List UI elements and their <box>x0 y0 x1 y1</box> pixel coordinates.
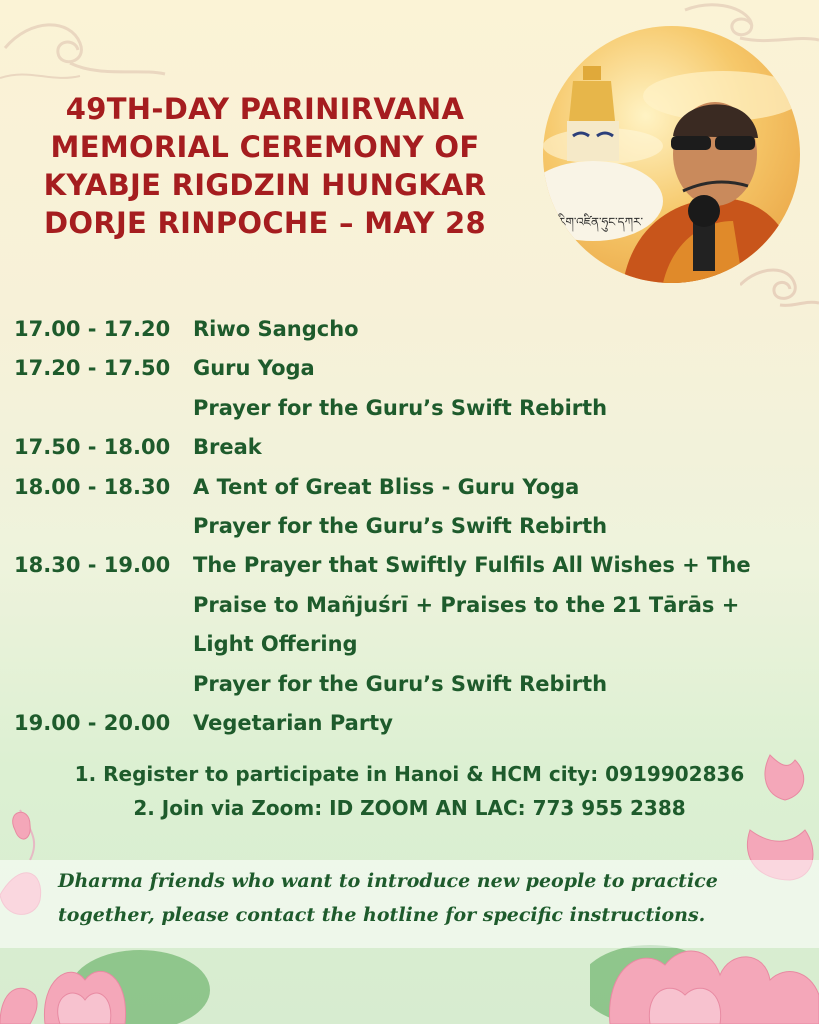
title-line: DORJE RINPOCHE – MAY 28 <box>44 206 486 240</box>
register-line: 1. Register to participate in Hanoi & HCM city: 0919902836 <box>74 762 745 786</box>
schedule-time: 18.30 - 19.00 <box>14 553 171 578</box>
schedule-activity: Prayer for the Guru’s Swift Rebirth <box>193 514 608 539</box>
schedule-activity: The Prayer that Swiftly Fulfils All Wishes + The Praise to Mañjuśrī + Praises to the 21 Tārās + Light Offering <box>193 553 751 657</box>
zoom-line: 2. Join via Zoom: ID ZOOM AN LAC: 773 955 2388 <box>133 796 686 820</box>
schedule-time: 17.50 - 18.00 <box>14 435 171 460</box>
schedule-activity: A Tent of Great Bliss - Guru Yoga <box>193 474 580 499</box>
schedule-activity: Break <box>193 435 262 460</box>
schedule-row <box>14 310 814 349</box>
schedule-row <box>14 704 814 743</box>
portrait-illustration <box>543 26 800 283</box>
schedule-activity: Prayer for the Guru’s Swift Rebirth <box>193 671 608 696</box>
contact-note: Dharma friends who want to introduce new people to practice together, please contact the hotline for specific instructions. <box>58 870 718 926</box>
schedule-activity: Riwo Sangcho <box>193 317 359 341</box>
title-line: KYABJE RIGDZIN HUNGKAR <box>43 168 487 202</box>
schedule-row <box>14 428 814 467</box>
schedule-row <box>14 546 814 704</box>
tibetan-caption: རིག་འཛིན་ཧུང་དཀར་ <box>558 215 644 229</box>
rinpoche-portrait <box>543 26 800 283</box>
schedule-activity: Vegetarian Party <box>193 711 393 736</box>
schedule-time: 18.00 - 18.30 <box>14 474 171 499</box>
schedule-activity: Guru Yoga <box>193 356 315 381</box>
schedule-time: 17.00 - 17.20 <box>14 317 171 341</box>
schedule-time: 19.00 - 20.00 <box>14 711 171 736</box>
schedule-row <box>14 349 814 428</box>
title-line: 49TH-DAY PARINIRVANA <box>65 92 465 126</box>
ceremony-title <box>20 90 510 242</box>
cloud-swirl-top-left-icon <box>0 8 170 88</box>
schedule-row <box>14 468 814 547</box>
schedule-table <box>14 310 814 743</box>
schedule-activity: Prayer for the Guru’s Swift Rebirth <box>193 395 608 420</box>
title-line: MEMORIAL CEREMONY OF <box>50 130 480 164</box>
schedule-time: 17.20 - 17.50 <box>14 356 171 381</box>
